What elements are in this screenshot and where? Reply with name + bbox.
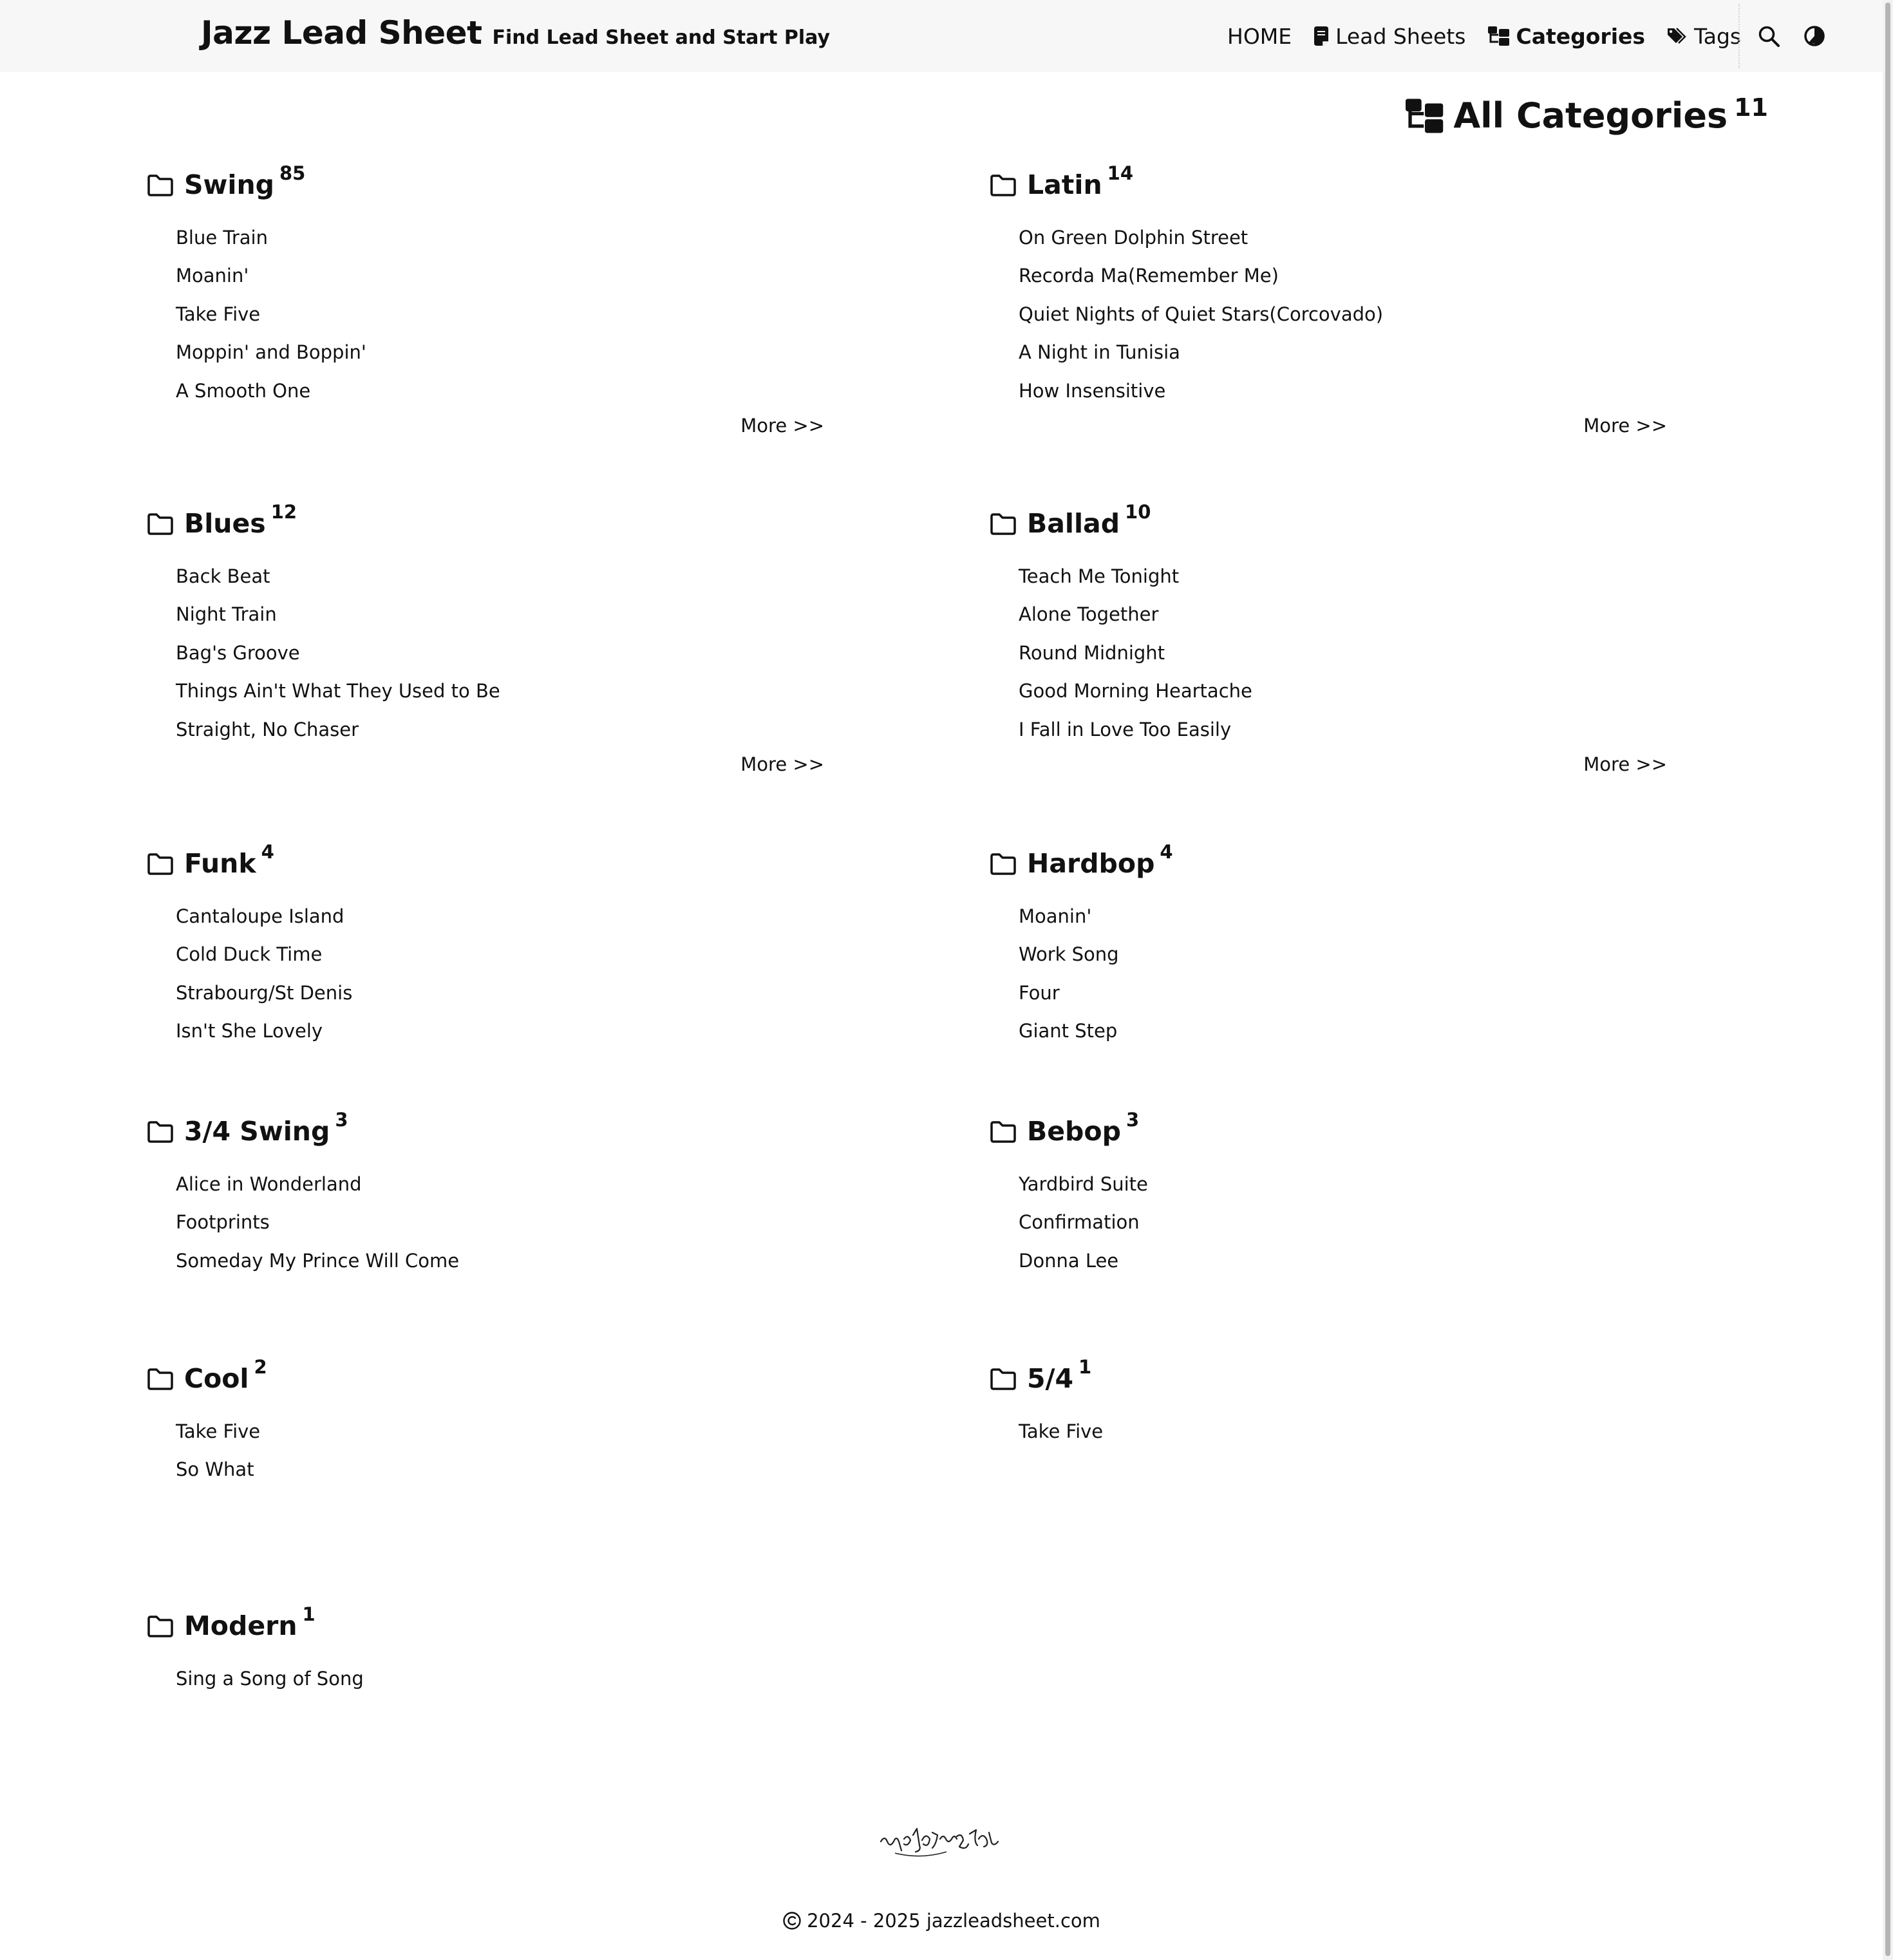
folder-icon [147,513,174,536]
copyright-text: 2024 - 2025 jazzleadsheet.com [807,1910,1100,1932]
category-name[interactable]: Latin [1027,169,1102,200]
song-link[interactable]: Alice in Wonderland [176,1173,362,1195]
song-list [990,898,1724,1051]
folder-icon [990,174,1017,197]
page-scrollbar[interactable] [1883,0,1893,1960]
category-count: 1 [302,1603,316,1625]
contrast-icon [1804,25,1825,47]
song-link[interactable]: Quiet Nights of Quiet Stars(Corcovado) [1019,303,1384,325]
folder-tree-icon [1406,98,1444,134]
signature-logo [876,1820,1004,1865]
nav-categories[interactable] [1488,24,1646,49]
category-blues [147,501,881,775]
song-link[interactable]: Work Song [1019,943,1119,966]
folder-icon [147,853,174,876]
song-link[interactable]: Blue Train [176,227,268,249]
category-latin [990,162,1724,437]
category-header [147,843,881,886]
category-ballad [990,501,1724,775]
category-bebop [990,1111,1724,1280]
folder-icon [990,1120,1017,1144]
nav-lead-sheets[interactable] [1314,24,1465,49]
song-list [990,1165,1724,1280]
song-link[interactable]: Take Five [176,303,261,325]
category-count: 4 [261,841,274,863]
song-link[interactable]: Good Morning Heartache [1019,680,1252,702]
song-list [147,1660,881,1698]
category-count: 1 [1078,1356,1092,1378]
song-link[interactable]: Alone Together [1019,603,1159,626]
category-swing [147,162,881,437]
tags-icon [1667,27,1688,45]
folder-icon [990,1368,1017,1391]
search-icon [1758,25,1780,47]
song-link[interactable]: Confirmation [1019,1211,1140,1234]
category-header [147,1111,881,1154]
page-heading [1406,93,1768,139]
song-link[interactable]: Take Five [176,1420,261,1442]
nav-home-label: HOME [1227,23,1292,49]
song-link[interactable]: Moppin' and Boppin' [176,341,366,364]
page-title-count: 11 [1734,93,1768,122]
song-link[interactable]: Things Ain't What They Used to Be [176,680,500,702]
category-name[interactable]: Blues [184,508,266,539]
song-link[interactable]: A Smooth One [176,379,311,402]
song-link[interactable]: Moanin' [176,265,249,287]
site-header [0,0,1883,72]
category-funk [147,843,881,1051]
more-link[interactable]: More >> [740,415,824,437]
category-modern [147,1603,881,1698]
category-count: 3 [1125,1109,1140,1131]
category-name[interactable]: Swing [184,169,274,200]
category-name[interactable]: Modern [184,1610,297,1641]
category-name[interactable]: Hardbop [1027,848,1155,879]
song-link[interactable]: Isn't She Lovely [176,1020,323,1042]
song-link[interactable]: I Fall in Love Too Easily [1019,718,1232,740]
song-link[interactable]: How Insensitive [1019,379,1166,402]
category-name[interactable]: 3/4 Swing [184,1116,330,1147]
song-list [990,219,1724,410]
song-link[interactable]: Night Train [176,603,277,626]
song-list [990,1413,1724,1451]
category-header [990,1111,1724,1154]
site-title[interactable]: Jazz Lead Sheet [201,14,482,52]
folder-icon [147,174,174,197]
category-count: 3 [335,1109,348,1131]
category-count: 2 [254,1356,267,1378]
category-name[interactable]: Bebop [1027,1116,1121,1147]
page-title: All Categories [1453,95,1728,136]
site-tagline: Find Lead Sheet and Start Play [492,26,831,49]
copyright-icon [782,1911,802,1930]
more-link[interactable]: More >> [1583,753,1667,775]
nav-tags[interactable] [1667,24,1741,49]
copyright [0,1910,1883,1932]
category-header [990,501,1724,546]
song-link[interactable]: On Green Dolphin Street [1019,227,1248,249]
category-count: 85 [279,162,306,184]
category-cool [147,1356,881,1489]
song-link[interactable]: Someday My Prince Will Come [176,1249,460,1272]
nav-tags-label: Tags [1694,23,1742,49]
song-link[interactable]: Moanin' [1019,905,1092,927]
nav-lead-sheets-label: Lead Sheets [1335,23,1466,49]
song-link[interactable]: Recorda Ma(Remember Me) [1019,265,1279,287]
song-link[interactable]: Giant Step [1019,1020,1118,1042]
nav-divider [1738,4,1740,68]
song-list [147,1413,881,1489]
category-header [990,162,1724,207]
folder-icon [147,1368,174,1391]
category-count: 4 [1160,841,1173,863]
song-list [147,898,881,1051]
folder-tree-icon [1488,26,1510,46]
category-header [990,843,1724,886]
song-link[interactable]: A Night in Tunisia [1019,341,1180,364]
category-name[interactable]: 5/4 [1027,1363,1074,1394]
main-nav [1227,19,1763,53]
category-header [147,1603,881,1648]
brand[interactable] [201,14,830,52]
song-list [147,558,881,749]
song-link[interactable]: Strabourg/St Denis [176,981,353,1004]
category-name[interactable]: Funk [184,848,256,879]
folder-icon [147,1615,174,1638]
category-header [990,1356,1724,1401]
song-list [147,219,881,410]
theme-toggle-button[interactable] [1802,23,1827,49]
song-link[interactable]: So What [176,1458,254,1481]
folder-icon [147,1120,174,1144]
category-hardbop [990,843,1724,1051]
nav-home[interactable] [1227,24,1292,49]
song-link[interactable]: Bag's Groove [176,641,300,664]
song-list [147,1165,881,1280]
song-link[interactable]: Four [1019,981,1060,1004]
song-link[interactable]: Sing a Song of Song [176,1668,364,1690]
song-link[interactable]: Take Five [1019,1420,1104,1442]
search-button[interactable] [1756,23,1782,49]
category-count: 14 [1107,162,1133,184]
category-three-four-swing [147,1111,881,1280]
category-five-four [990,1356,1724,1451]
song-link[interactable]: Back Beat [176,565,270,587]
nav-categories-label: Categories [1516,23,1646,49]
category-count: 10 [1125,501,1151,523]
song-link[interactable]: Footprints [176,1211,270,1234]
more-link[interactable]: More >> [740,753,824,775]
song-list [990,558,1724,749]
category-header [147,501,881,546]
song-link[interactable]: Cantaloupe Island [176,905,344,927]
more-link[interactable]: More >> [1583,415,1667,437]
song-link[interactable]: Straight, No Chaser [176,718,359,740]
category-name[interactable]: Cool [184,1363,249,1394]
song-link[interactable]: Yardbird Suite [1019,1173,1148,1195]
song-link[interactable]: Cold Duck Time [176,943,323,966]
category-header [147,162,881,207]
document-icon [1314,26,1329,46]
category-header [147,1356,881,1401]
song-link[interactable]: Round Midnight [1019,641,1165,664]
category-count: 12 [270,501,297,523]
song-link[interactable]: Donna Lee [1019,1249,1119,1272]
folder-icon [990,853,1017,876]
song-link[interactable]: Teach Me Tonight [1019,565,1180,587]
scrollbar-thumb[interactable] [1885,3,1890,1956]
folder-icon [990,513,1017,536]
category-name[interactable]: Ballad [1027,508,1120,539]
